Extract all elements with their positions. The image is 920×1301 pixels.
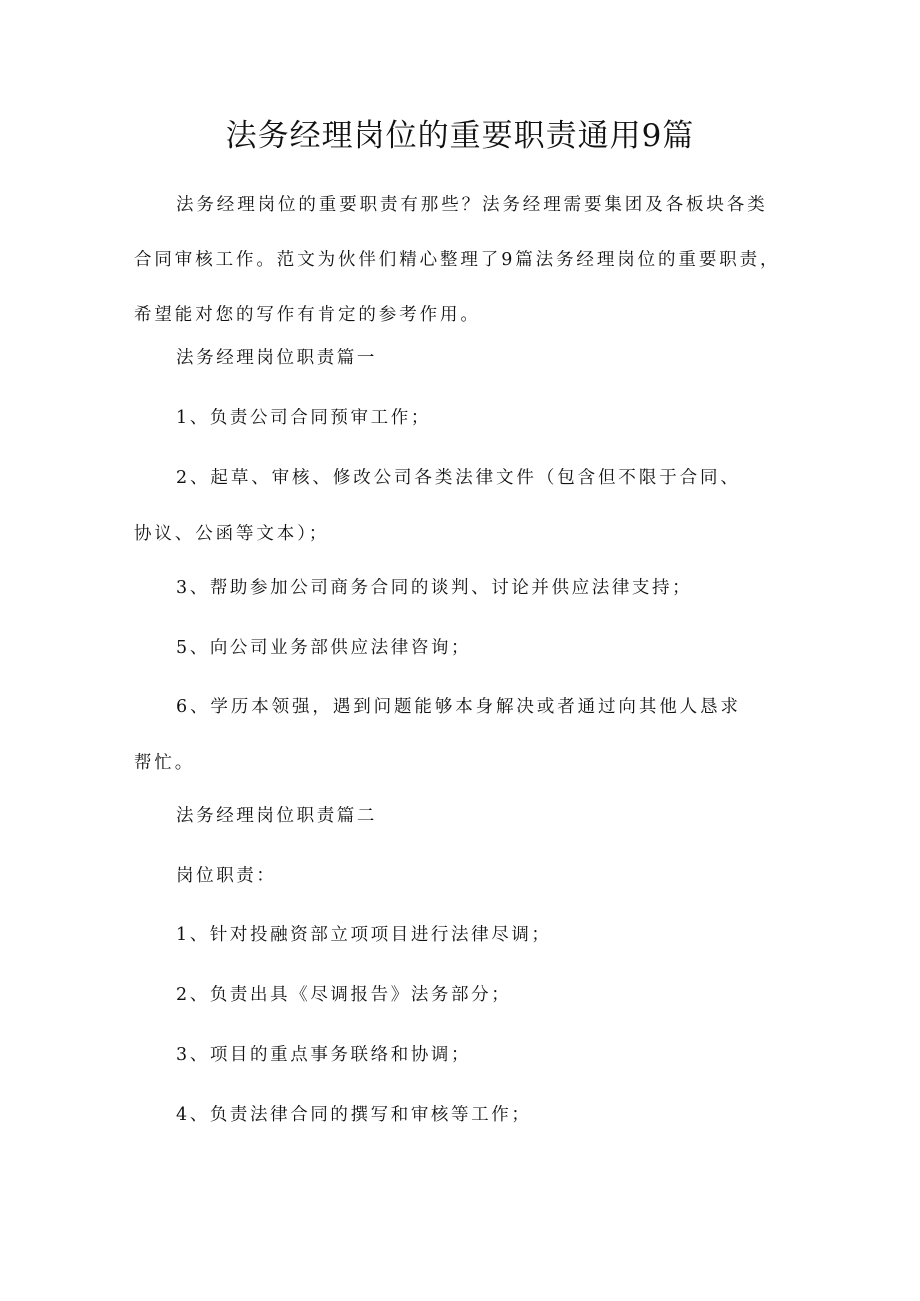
section1-item-2: 2、起草、审核、修改公司各类法律文件（包含但不限于合同、协议、公函等文本）；: [134, 468, 741, 544]
section2-item-4: 4、负责法律合同的撰写和审核等工作；: [176, 1105, 532, 1125]
section2-subheading: 岗位职责：: [176, 866, 277, 886]
intro-paragraph: 法务经理岗位的重要职责有那些？法务经理需要集团及各板块各类合同审核工作。范文为伙伴们精心整理了9篇法务经理岗位的重要职责，希望能对您的写作有肯定的参考作用。: [134, 195, 781, 325]
section1-item-3: 3、帮助参加公司商务合同的谈判、讨论并供应法律支持；: [176, 578, 693, 598]
section1-item-5: 5、向公司业务部供应法律咨询；: [176, 638, 472, 658]
section2-item-1: 1、针对投融资部立项项目进行法律尽调；: [176, 925, 552, 945]
section1-heading: 法务经理岗位职责篇一: [176, 348, 377, 368]
section2-heading: 法务经理岗位职责篇二: [176, 806, 377, 826]
section1-item-1: 1、负责公司合同预审工作；: [176, 408, 431, 428]
section2-item-2: 2、负责出具《尽调报告》法务部分；: [176, 985, 512, 1005]
section2-item-3: 3、项目的重点事务联络和协调；: [176, 1045, 472, 1065]
document-title: 法务经理岗位的重要职责通用9篇: [225, 118, 695, 154]
section1-item-6: 6、学历本领强，遇到问题能够本身解决或者通过向其他人恳求帮忙。: [134, 697, 741, 773]
